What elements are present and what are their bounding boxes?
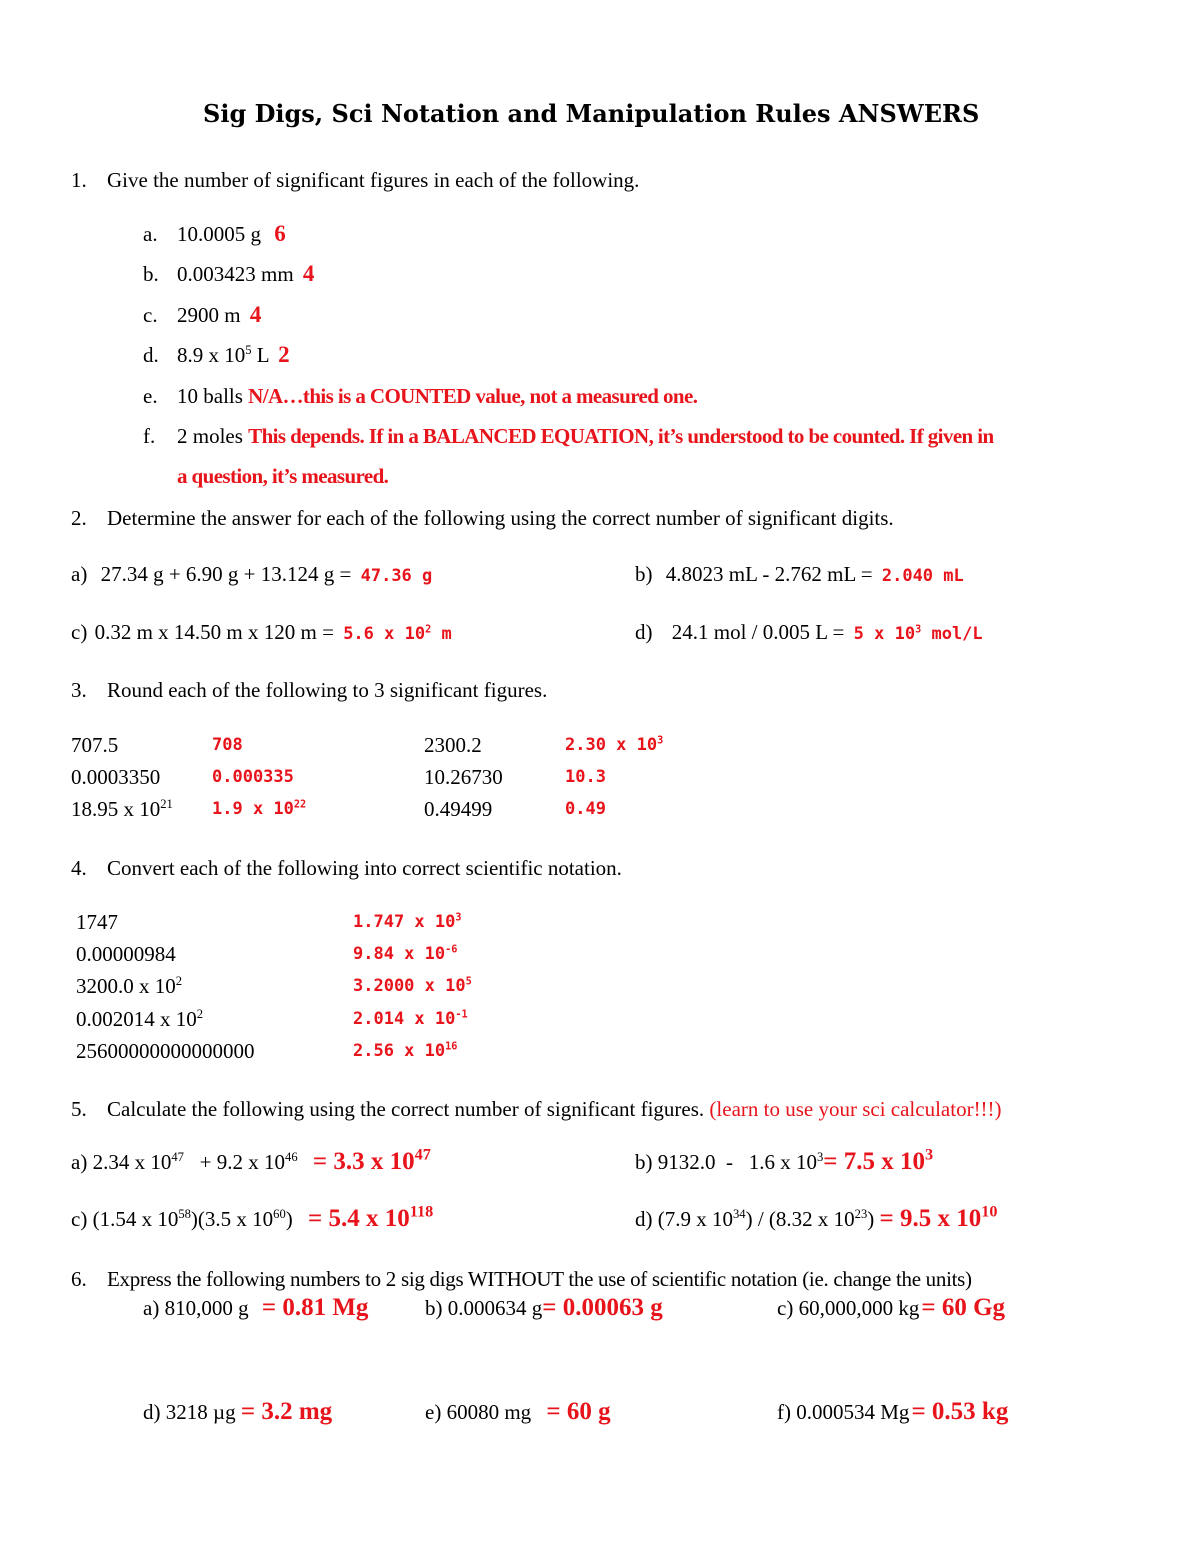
- q6-item-d-expr: 3218 µg: [165, 1400, 236, 1424]
- q4-row-1-answer-exponent: 3: [455, 912, 462, 924]
- q5-a-p1: 2.34 x 10: [92, 1150, 172, 1174]
- q5-d-e1: 34: [733, 1207, 746, 1221]
- q3-row-1-value2: [424, 733, 482, 757]
- q4-row-4-value-exponent: 2: [196, 1007, 204, 1021]
- q2-b-label: b): [635, 562, 653, 586]
- q6-item-b-expr: 0.000634 g: [447, 1296, 543, 1320]
- q4-row-3-value-base: 3200.0 x 10: [76, 974, 176, 998]
- q6-item-f: [777, 1400, 1008, 1424]
- q4-row-1-value: [76, 910, 118, 934]
- q4-row-3-value-exponent: 2: [175, 974, 183, 988]
- q1-item-d-value: 8.9 x 10: [177, 343, 246, 367]
- q2-c-answer-unit: m: [441, 624, 452, 644]
- q2-c-label: c): [71, 620, 88, 644]
- q3-row-3-answer-base: 1.9 x 10: [212, 799, 294, 819]
- q6-prompt: Express the following numbers to 2 sig digs WITHOUT the use of scientific notation (ie. change the units): [107, 1267, 972, 1291]
- q4-row-4-answer-exponent: -1: [455, 1009, 468, 1021]
- q1-item-f-value: 2 moles: [177, 424, 243, 448]
- q2-d-answer: [854, 624, 983, 644]
- q1-item-c-letter: c.: [143, 303, 158, 327]
- q2-b-expr: 4.8023 mL - 2.762 mL =: [665, 562, 873, 586]
- q2-b-answer: 2.040 mL: [881, 566, 964, 586]
- q1-item-b-value: 0.003423 mm: [177, 262, 294, 286]
- q1-item-e-answer: N/A…this is a COUNTED value, not a measured one.: [248, 384, 698, 408]
- q3-row-3-value2: [424, 797, 492, 821]
- q4-row-5-answer-base: 2.56 x 10: [353, 1041, 446, 1061]
- q4-row-1-value-text: 1747: [76, 910, 118, 934]
- q3-row-3-answer2-text: 0.49: [565, 799, 606, 819]
- q4-row-2-answer-exponent: -6: [445, 944, 458, 956]
- q5-d-e2: 23: [854, 1207, 868, 1221]
- q5-a-answer-exponent: 47: [414, 1145, 431, 1164]
- q2-c-answer-exponent: 2: [425, 624, 432, 636]
- q5-b-e1: 3: [817, 1150, 824, 1164]
- q4-row-5-answer: [353, 1041, 457, 1061]
- q3-row-3-value-exponent: 21: [160, 797, 173, 811]
- q5-a-answer: [312, 1145, 431, 1175]
- q6-item-e: [425, 1400, 611, 1424]
- q5-a-label: a): [71, 1150, 88, 1174]
- q5-d-answer: [879, 1202, 998, 1232]
- q2-b: [635, 562, 964, 588]
- q5-d-answer-base: = 9.5 x 10: [879, 1205, 982, 1232]
- q4-row-5-answer-exponent: 16: [445, 1041, 458, 1053]
- q4-row-4-value: [76, 1007, 203, 1031]
- q1-item-c-answer: 4: [249, 302, 262, 327]
- q6-item-b-label: b): [425, 1296, 443, 1320]
- q3-row-2-value2: [424, 765, 503, 789]
- q3-prompt: Round each of the following to 3 significant figures.: [107, 678, 548, 702]
- q4-row-3-value: [76, 974, 182, 998]
- q5-c-answer-base: = 5.4 x 10: [308, 1205, 410, 1232]
- q4-row-4-answer: [353, 1009, 468, 1029]
- q3-row-3-answer2: [565, 799, 606, 819]
- q6-item-c-answer: = 60 Gg: [921, 1294, 1006, 1321]
- q2-d-answer-exponent: 3: [915, 624, 922, 636]
- q4-row-3-answer: [353, 976, 472, 996]
- q1-item-d: [177, 343, 290, 367]
- q1-item-f-answer-cont: a question, it’s measured.: [177, 464, 389, 488]
- q5-d-answer-exponent: 10: [981, 1202, 998, 1221]
- q5-a-p2: + 9.2 x 10: [189, 1150, 286, 1174]
- q5-b-label: b): [635, 1150, 653, 1174]
- q3-row-2-answer-text: 0.000335: [212, 767, 294, 787]
- q6-number: 6.: [71, 1267, 87, 1291]
- q5-d-label: d): [635, 1207, 653, 1231]
- q2-a-label: a): [71, 562, 88, 586]
- q5-b: [635, 1145, 934, 1175]
- q2-a: [71, 562, 432, 588]
- q2-c: [71, 620, 452, 646]
- q1-item-f: [177, 424, 994, 448]
- q1-item-d-letter: d.: [143, 343, 159, 367]
- q2-number: 2.: [71, 506, 87, 530]
- q3-row-3-value-base: 18.95 x 10: [71, 797, 161, 821]
- q1-item-a-value: 10.0005 g: [177, 222, 261, 246]
- q6-item-a-expr: 810,000 g: [164, 1296, 249, 1320]
- q5-a: [71, 1145, 431, 1175]
- q5-number: 5.: [71, 1097, 87, 1121]
- q5-b-p1: 9132.0 - 1.6 x 10: [657, 1150, 817, 1174]
- q6-item-f-label: f): [777, 1400, 791, 1424]
- q3-row-2-answer2-text: 10.3: [565, 767, 606, 787]
- q1-item-a: [177, 222, 286, 246]
- q3-row-1-answer2-base: 2.30 x 10: [565, 735, 658, 755]
- q3-number: 3.: [71, 678, 87, 702]
- q5-c-p3: ): [285, 1207, 293, 1231]
- q2-c-answer: [343, 624, 452, 644]
- q5-a-e1: 47: [171, 1150, 184, 1164]
- q3-row-2-value: [71, 765, 160, 789]
- q3-row-1-answer2-exponent: 3: [657, 735, 664, 747]
- q4-row-2-answer: [353, 944, 457, 964]
- q6-item-a: [143, 1296, 368, 1320]
- q6-item-c: [777, 1296, 1005, 1320]
- q5-c-label: c): [71, 1207, 88, 1231]
- q1-item-e: [177, 384, 697, 408]
- q5-note: (learn to use your sci calculator!!!): [709, 1097, 1002, 1121]
- q4-row-2-value-text: 0.00000984: [76, 942, 176, 966]
- q3-row-1-answer2: [565, 735, 663, 755]
- q3-row-1-value2-text: 2300.2: [424, 733, 482, 757]
- q3-row-2-answer: [212, 767, 294, 787]
- q1-item-c-value: 2900 m: [177, 303, 241, 327]
- q2-d-answer-base: 5 x 10: [853, 624, 916, 644]
- q1-item-f-letter: f.: [143, 424, 156, 448]
- q4-row-2-value: [76, 942, 176, 966]
- q1-prompt: Give the number of significant figures in each of the following.: [107, 168, 640, 192]
- q4-row-2-answer-base: 9.84 x 10: [353, 944, 446, 964]
- q6-item-b-answer: = 0.00063 g: [542, 1294, 663, 1321]
- q6-item-e-expr: 60080 mg: [446, 1400, 532, 1424]
- q2-c-expr: 0.32 m x 14.50 m x 120 m =: [94, 620, 334, 644]
- q3-row-3-value2-text: 0.49499: [424, 797, 493, 821]
- q2-c-answer-base: 5.6 x 10: [343, 624, 426, 644]
- q2-d-expr: 24.1 mol / 0.005 L =: [671, 620, 845, 644]
- q3-row-2-value-text: 0.0003350: [71, 765, 161, 789]
- q3-row-3-answer-exponent: 22: [293, 799, 307, 811]
- q5-c-p1: (1.54 x 10: [92, 1207, 179, 1231]
- q5-c: [71, 1202, 434, 1232]
- q1-item-e-value: 10 balls: [177, 384, 243, 408]
- q2-d: [635, 620, 983, 646]
- q1-item-c: [177, 303, 261, 327]
- q1-item-b: [177, 262, 314, 286]
- q2-a-answer: 47.36 g: [360, 566, 433, 586]
- q3-row-1-value-text: 707.5: [71, 733, 119, 757]
- q3-row-2-value2-text: 10.26730: [424, 765, 503, 789]
- q5-prompt: [107, 1097, 1002, 1121]
- q5-a-answer-base: = 3.3 x 10: [312, 1148, 415, 1175]
- q2-prompt: Determine the answer for each of the following using the correct number of significant digits.: [107, 506, 894, 530]
- q4-row-3-answer-exponent: 5: [465, 976, 472, 988]
- q3-row-3-value: [71, 797, 173, 821]
- q3-row-1-answer-text: 708: [212, 735, 243, 755]
- q6-item-c-expr: 60,000,000 kg: [798, 1296, 920, 1320]
- q1-item-d-answer: 2: [278, 342, 290, 367]
- q5-d-p3: ): [867, 1207, 875, 1231]
- q5-c-p2: )(3.5 x 10: [190, 1207, 274, 1231]
- page-title: Sig Digs, Sci Notation and Manipulation Rules ANSWERS: [203, 99, 980, 128]
- q6-item-c-label: c): [777, 1296, 794, 1320]
- q6-item-e-label: e): [425, 1400, 442, 1424]
- q5-c-answer: [308, 1202, 434, 1232]
- q6-item-a-answer: = 0.81 Mg: [261, 1294, 369, 1321]
- q4-row-5-value-text: 25600000000000000: [76, 1039, 255, 1063]
- q6-item-d-answer: = 3.2 mg: [240, 1398, 333, 1425]
- q6-item-f-expr: 0.000534 Mg: [796, 1400, 910, 1424]
- q3-row-3-answer: [212, 799, 306, 819]
- q4-prompt: Convert each of the following into correct scientific notation.: [107, 856, 622, 880]
- q1-item-d-exponent: 5: [245, 343, 252, 357]
- q5-b-answer-base: = 7.5 x 10: [823, 1148, 926, 1175]
- q5-d-p1: (7.9 x 10: [657, 1207, 733, 1231]
- q1-item-b-answer: 4: [302, 261, 315, 286]
- q6-item-e-answer: = 60 g: [546, 1398, 611, 1425]
- q4-row-1-answer: [353, 912, 462, 932]
- q1-item-e-letter: e.: [143, 384, 158, 408]
- q5-b-answer-exponent: 3: [925, 1145, 934, 1164]
- q4-row-1-answer-base: 1.747 x 10: [353, 912, 456, 932]
- q1-item-a-answer: 6: [274, 221, 286, 246]
- q6-item-a-label: a): [143, 1296, 160, 1320]
- q1-number: 1.: [71, 168, 87, 192]
- q4-row-4-answer-base: 2.014 x 10: [353, 1009, 456, 1029]
- q3-row-2-answer2: [565, 767, 606, 787]
- q6-item-d: [143, 1400, 332, 1424]
- q3-row-1-answer: [212, 735, 243, 755]
- q2-a-expr: 27.34 g + 6.90 g + 13.124 g =: [100, 562, 352, 586]
- q6-item-f-answer: = 0.53 kg: [911, 1398, 1009, 1425]
- q3-row-1-value: [71, 733, 118, 757]
- q6-item-b: [425, 1296, 663, 1320]
- q2-d-answer-unit: mol/L: [931, 624, 983, 644]
- q6-item-d-label: d): [143, 1400, 161, 1424]
- q2-d-label: d): [635, 620, 653, 644]
- q5-c-e2: 60: [273, 1207, 286, 1221]
- q5-c-answer-exponent: 118: [409, 1202, 434, 1221]
- q5-prompt-text: Calculate the following using the correct number of significant figures.: [107, 1097, 705, 1121]
- q5-d: [635, 1202, 998, 1232]
- q4-row-3-answer-base: 3.2000 x 10: [353, 976, 466, 996]
- q5-d-p2: ) / (8.32 x 10: [745, 1207, 855, 1231]
- q4-row-4-value-base: 0.002014 x 10: [76, 1007, 197, 1031]
- q5-b-answer: [823, 1145, 934, 1175]
- q4-row-5-value: [76, 1039, 255, 1063]
- q1-item-a-letter: a.: [143, 222, 158, 246]
- q1-item-b-letter: b.: [143, 262, 159, 286]
- q1-item-f-answer: This depends. If in a BALANCED EQUATION, it’s understood to be counted. If given in: [248, 424, 994, 448]
- q5-c-e1: 58: [178, 1207, 191, 1221]
- q4-number: 4.: [71, 856, 87, 880]
- q5-a-e2: 46: [285, 1150, 298, 1164]
- q1-item-d-unit: L: [256, 343, 269, 367]
